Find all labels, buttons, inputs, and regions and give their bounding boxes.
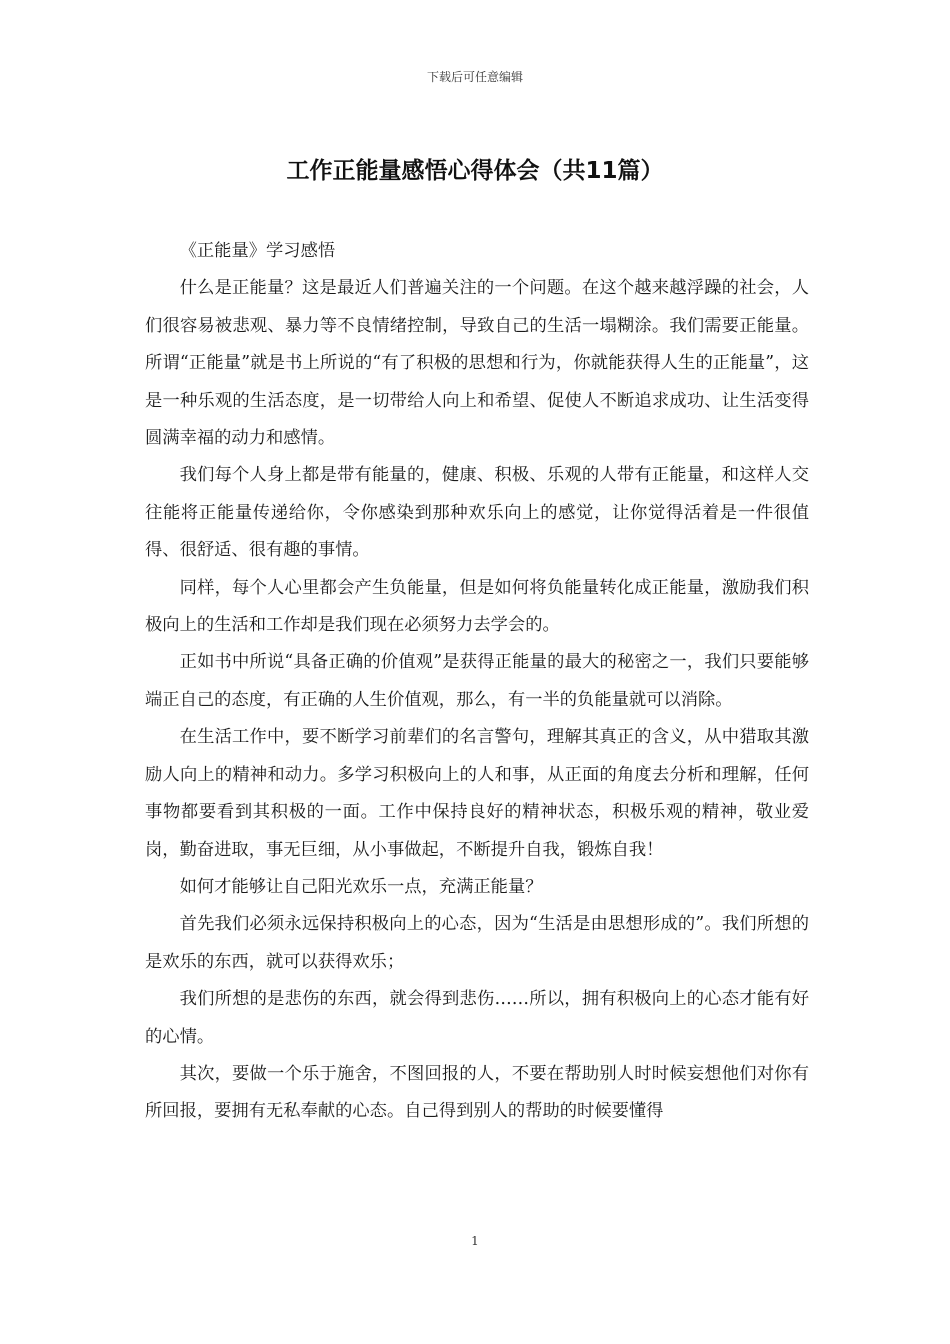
header-note: 下载后可任意编辑: [426, 70, 523, 84]
paragraph: 同样，每个人心里都会产生负能量，但是如何将负能量转化成正能量，激励我们积极向上的生活和工作却是我们现在必须努力去学会的。: [145, 577, 809, 636]
section-heading: 《正能量》学习感悟: [179, 241, 336, 261]
paragraph: 在生活工作中，要不断学习前辈们的名言警句，理解其真正的含义，从中猎取其激励人向上的精神和动力。多学习积极向上的人和事，从正面的角度去分析和理解，任何事物都要看到其积极的一面。工作中保持良好的精神状态，积极乐观的精神，敬业爱岗，勤奋进取，事无巨细，从小事做起，不断提升自我，锻炼自我！: [145, 727, 809, 860]
paragraph: 正如书中所说“具备正确的价值观”是获得正能量的最大的秘密之一，我们只要能够端正自己的态度，有正确的人生价值观，那么，有一半的负能量就可以消除。: [145, 652, 809, 710]
page-number: 1: [471, 1234, 479, 1248]
document-body: [145, 233, 809, 1131]
paragraph: 其次，要做一个乐于施舍，不图回报的人，不要在帮助别人时时候妄想他们对你有所回报，要拥有无私奉献的心态。自己得到别人的帮助的时候要懂得: [145, 1063, 809, 1122]
paragraph: 我们每个人身上都是带有能量的，健康、积极、乐观的人带有正能量，和这样人交往能将正能量传递给你，令你感染到那种欢乐向上的感觉，让你觉得活着是一件很值得、很舒适、很有趣的事情。: [145, 465, 809, 561]
paragraph: 如何才能够让自己阳光欢乐一点，充满正能量？: [179, 876, 543, 897]
document-title: 工作正能量感悟心得体会（共11篇）: [286, 158, 664, 184]
paragraph: 首先我们必须永远保持积极向上的心态，因为“生活是由思想形成的”。我们所想的是欢乐的东西，就可以获得欢乐；: [145, 914, 809, 972]
paragraph: 什么是正能量？这是最近人们普遍关注的一个问题。在这个越来越浮躁的社会，人们很容易被悲观、暴力等不良情绪控制，导致自己的生活一塌糊涂。我们需要正能量。所谓“正能量”就是书上所说的“有了积极的思想和行为，你就能获得人生的正能量”，这是一种乐观的生活态度，是一切带给人向上和希望、促使人不断追求成功、让生活变得圆满幸福的动力和感情。: [145, 278, 809, 449]
paragraph: 我们所想的是悲伤的东西，就会得到悲伤……所以，拥有积极向上的心态才能有好的心情。: [145, 989, 809, 1047]
